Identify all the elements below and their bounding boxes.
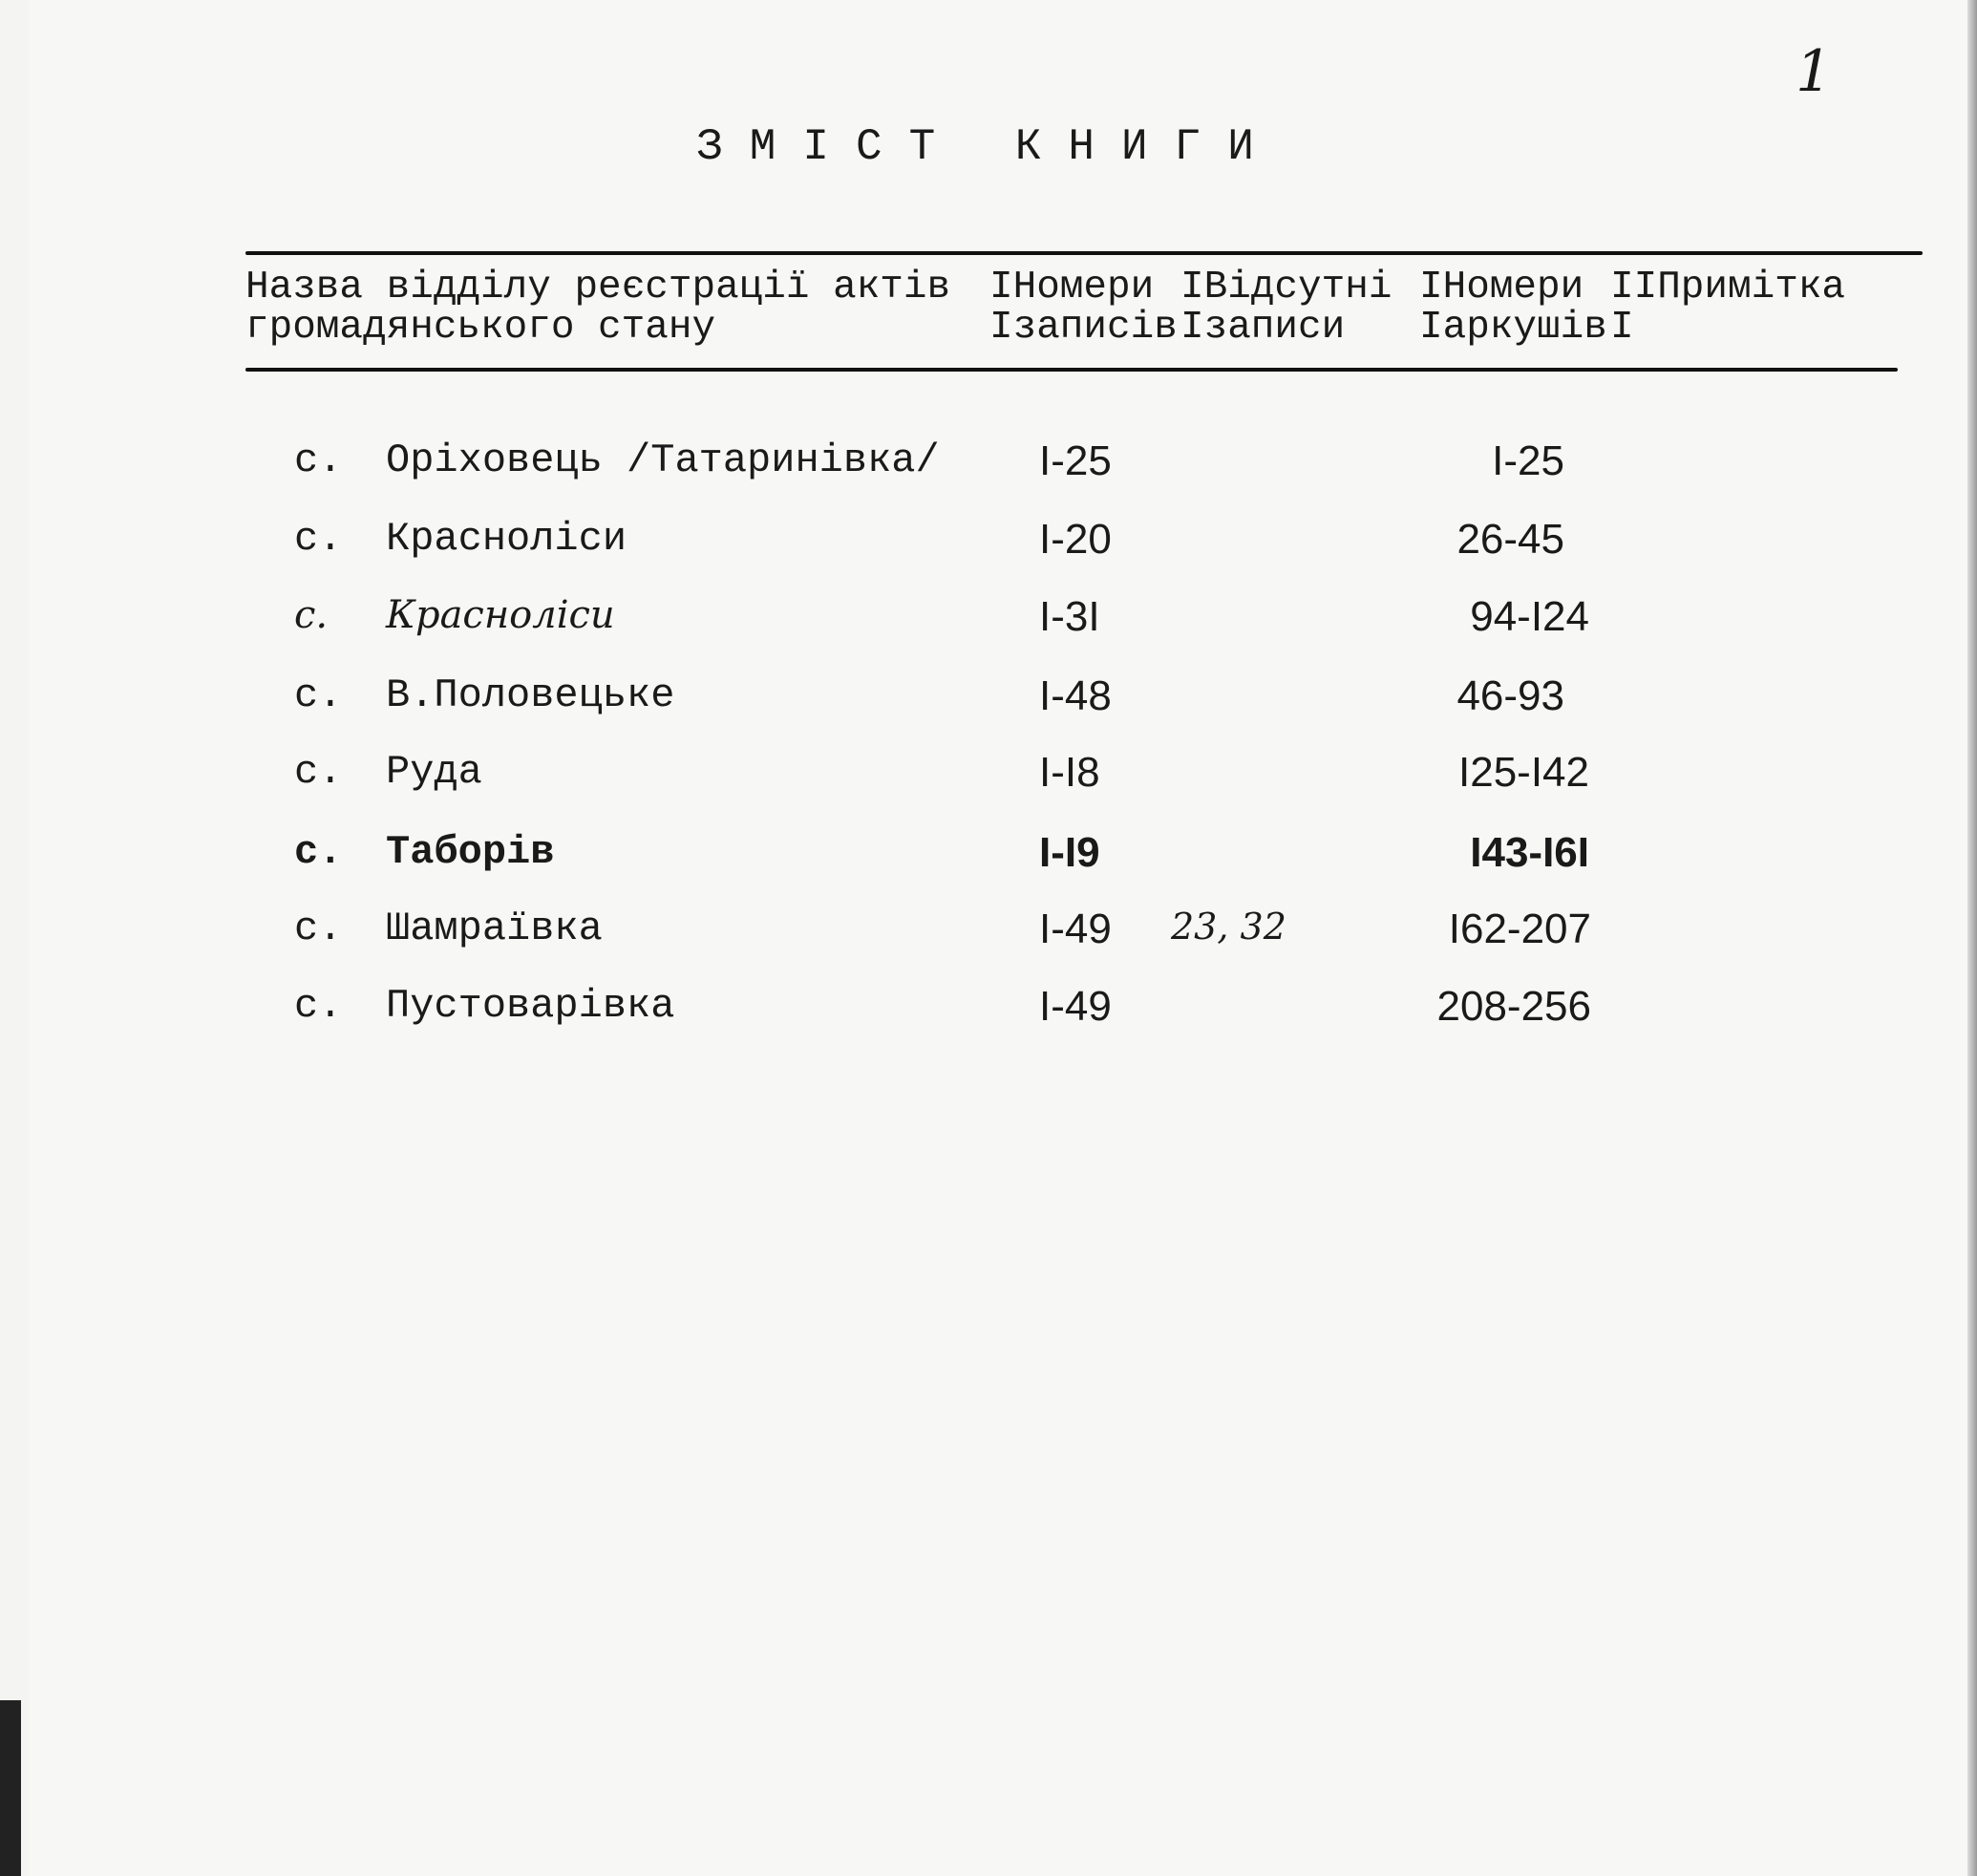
department-name: В.Половецьке [386, 672, 675, 718]
department-name: Красноліси [386, 516, 627, 562]
table-row [0, 672, 1977, 730]
sheet-numbers: 94-I24 [1470, 593, 1589, 640]
department-name-handwritten: Красноліси [386, 593, 615, 637]
record-numbers: I-25 [1039, 437, 1112, 484]
sheet-numbers: 46-93 [1456, 672, 1564, 719]
sheet-numbers: I62-207 [1448, 906, 1591, 952]
header-col-missing-records: IВідсутні Iзаписи [1180, 266, 1392, 350]
record-numbers: I-3I [1039, 593, 1100, 640]
record-numbers: I-I8 [1039, 749, 1100, 796]
table-row [0, 829, 1977, 886]
record-numbers: I-20 [1039, 516, 1112, 563]
table-row [0, 983, 1977, 1040]
record-numbers: I-48 [1039, 672, 1112, 719]
sheet-numbers: I-25 [1492, 437, 1564, 484]
table-row [0, 906, 1977, 963]
prefix: с. [294, 593, 329, 637]
prefix: с. [294, 437, 343, 483]
department-name: Руда [386, 749, 482, 795]
prefix: с. [294, 672, 343, 718]
prefix: с. [294, 516, 343, 562]
department-name: Таборів [386, 829, 555, 875]
record-numbers: I-49 [1039, 983, 1112, 1030]
prefix: с. [294, 906, 343, 951]
table-row [0, 516, 1977, 573]
table-row [0, 593, 1977, 650]
department-name: Оріховець /Татаринівка/ [386, 437, 940, 483]
prefix: с. [294, 829, 343, 875]
table-row [0, 749, 1977, 806]
header-col-record-numbers: IНомери Iзаписів [989, 266, 1178, 350]
sheet-numbers: I43-I6I [1470, 829, 1589, 876]
page-number-mark: 1 [1796, 38, 1833, 105]
record-numbers: I-I9 [1039, 829, 1100, 876]
binding-edge [0, 1700, 21, 1876]
sheet-numbers: 26-45 [1456, 516, 1564, 563]
header-col-note: IIПримітка I [1610, 266, 1846, 350]
header-col-sheet-numbers: IНомери Iаркушів [1419, 266, 1607, 350]
sheet-numbers: I25-I42 [1458, 749, 1589, 796]
header-col-department: Назва відділу реєстрації актів громадянського стану [245, 266, 951, 350]
page-title: ЗМІСТ КНИГИ [696, 122, 1281, 172]
header-bottom-rule [245, 368, 1898, 372]
department-name: Шамраївка [386, 906, 603, 951]
sheet-numbers: 208-256 [1436, 983, 1591, 1030]
prefix: с. [294, 749, 343, 795]
department-name: Пустоварівка [386, 983, 675, 1029]
record-numbers: I-49 [1039, 906, 1112, 952]
header-top-rule [245, 251, 1923, 255]
table-row [0, 437, 1977, 495]
prefix: с. [294, 983, 343, 1029]
missing-records-handwritten: 23, 32 [1171, 906, 1286, 948]
